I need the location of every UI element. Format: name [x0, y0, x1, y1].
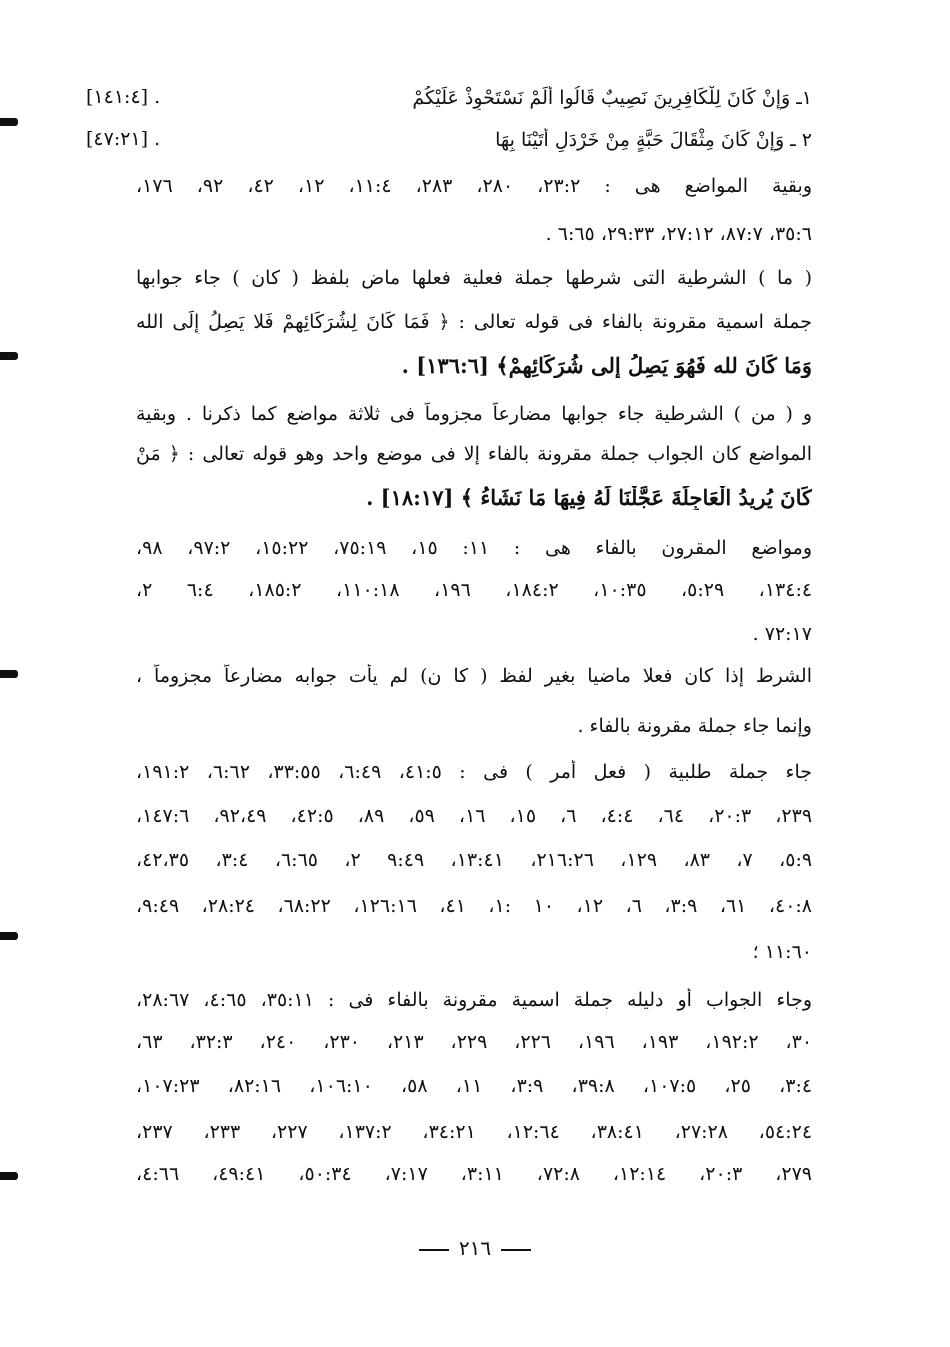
page-number-value: ٢١٦: [458, 1236, 492, 1260]
verse-text: وَإِنْ كَانَ لِلْكَافِرِينَ نَصِيبٌ قَالُوا أَلَمْ نَسْتَحْوِذْ عَلَيْكُمْ: [412, 87, 791, 109]
text-line: الشرط إذا كان فعلا ماضيا بغير لفظ ( كا ن) لم يأت جوابه مضارعاً مجزوماً ،: [136, 665, 812, 687]
verse-reference: [٤٧:٢١] .: [86, 128, 161, 150]
text-line: ( ما ) الشرطية التى شرطها جملة فعلية فعلها ماض بلفظ ( كان ) جاء جوابها: [136, 267, 812, 289]
text-line: ٥:٩، ٧، ٨٣، ١٢٩، ٢١٦:٢٦، ١٣:٤١، ٩:٤٩ ٢، ٦:٦٥، ٣:٤، ٤٢،٣٥،: [136, 849, 812, 871]
margin-mark: [0, 932, 18, 940]
quran-quote-line: وَمَا كَانَ لله فَهُوَ يَصِلُ إلى شُرَكَائِهِمْ﴾ [١٣٦:٦] .: [401, 354, 812, 378]
text-line: و ( من ) الشرطية جاء جوابها مضارعاً مجزوماً فى ثلاثة مواضع كما ذكرنا . وبقية: [136, 403, 812, 425]
quran-quote-line: كَانَ يُرِيدُ الْعَاجِلَةَ عَجَّلْنَا لَهُ فِيهَا مَا نَشَاءُ ﴾ [١٨:١٧] .: [366, 486, 812, 510]
page-number-dash: [501, 1249, 531, 1251]
text-line: ٧٢:١٧ .: [752, 623, 812, 645]
text-line: المواضع كان الجواب جملة مقرونة بالفاء إلا فى موضع واحد وهو قوله تعالى : ﴿ مَنْ: [136, 443, 812, 465]
text-line: ٣:٤، ٢٥، ١٠٧:٥، ٣٩:٨، ٣:٩، ١١، ٥٨، ١٠٦:١٠، ٨٢:١٦، ١٠٧:٢٣،: [136, 1075, 812, 1097]
margin-mark: [0, 352, 18, 360]
text-line: ١١:٦٠ ؛: [752, 941, 812, 963]
text-line: ١٣٤:٤، ٥:٢٩، ١٠:٣٥، ١٨٤:٢، ١٩٦، ١١٠:١٨، ١٨٥:٢، ٦:٤ ٢،: [136, 579, 812, 601]
text-line: ٤٠:٨، ٦١، ٣:٩، ٦، ١٢، ١٠ :١، ٤١، ١٢٦:١٦، ٦٨:٢٢، ٢٨:٢٤، ٩:٤٩،: [136, 895, 812, 917]
verse-number: ٢ ـ: [790, 129, 812, 151]
verse-reference: [١٤١:٤] .: [86, 86, 161, 108]
text-line: ٣٠، ١٩٢:٢، ١٩٣، ١٩٦، ٢٢٦، ٢٢٩، ٢١٣، ٢٣٠، ٢٤٠، ٣٢:٣، ٦٣،: [136, 1031, 812, 1053]
page-number: [0, 1236, 950, 1260]
text-line: جملة اسمية مقرونة بالفاء فى قوله تعالى : ﴿ فَمَا كَانَ لِشُرَكَائِهِمْ فَلا يَصِلُ إِلَى الله: [136, 311, 812, 333]
margin-mark: [0, 670, 18, 678]
page-number-dash: [419, 1249, 449, 1251]
text-line: وبقية المواضع هى : ٢٣:٢، ٢٨٠، ٢٨٣، ١١:٤، ١٢، ٤٢، ٩٢، ١٧٦،: [136, 175, 812, 197]
text-line: ٢٣٩، ٢٠:٣، ٦٤، ٤:٤، ٦، ١٥، ١٦، ٥٩، ٨٩، ٤٢:٥، ٩٢،٤٩، ١٤٧:٦،: [136, 805, 812, 827]
text-line: ٢٧٩، ٢٠:٣، ١٢:١٤، ٧٢:٨، ٣:١١، ٧:١٧، ٥٠:٣٤، ٤٩:٤١، ٤:٦٦،: [136, 1163, 812, 1185]
text-line: ٥٤:٢٤، ٢٧:٢٨، ٣٨:٤١، ١٢:٦٤، ٣٤:٢١، ١٣٧:٢، ٢٢٧، ٢٣٣، ٢٣٧،: [136, 1121, 812, 1143]
text-line: وجاء الجواب أو دليله جملة اسمية مقرونة بالفاء فى : ٣٥:١١، ٤:٦٥، ٢٨:٦٧،: [136, 989, 812, 1011]
margin-mark: [0, 118, 18, 126]
verse-number: ١ـ: [796, 87, 812, 109]
text-line: جاء جملة طلبية ( فعل أمر ) فى : ٤١:٥، ٦:٤٩، ٣٣:٥٥، ٦:٦٢، ١٩١:٢،: [136, 761, 812, 783]
text-line: وإنما جاء جملة مقرونة بالفاء .: [577, 715, 812, 737]
text-line: ٣٥:٦، ٨٧:٧، ٢٧:١٢، ٢٩:٣٣، ٦:٦٥ .: [545, 223, 812, 245]
text-line: ومواضع المقرون بالفاء هى : ١١: ١٥، ٧٥:١٩، ١٥:٢٢، ٩٧:٢، ٩٨،: [136, 537, 812, 559]
verse-text: وَإِنْ كَانَ مِثْقَالَ حَبَّةٍ مِنْ خَرْدَلٍ أَتَيْنَا بِهَا: [495, 129, 785, 151]
margin-mark: [0, 1172, 18, 1180]
